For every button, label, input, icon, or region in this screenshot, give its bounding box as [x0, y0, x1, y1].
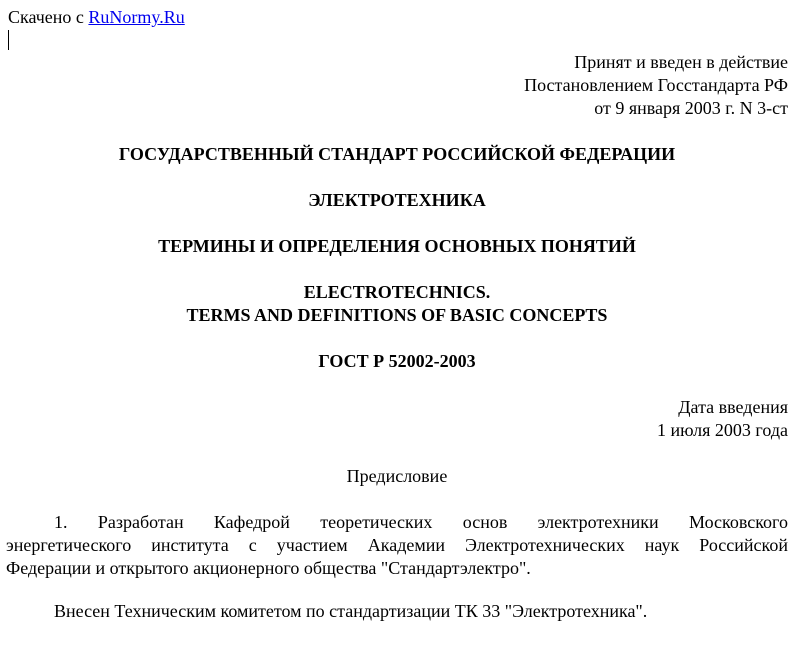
- subtitle-ru: ТЕРМИНЫ И ОПРЕДЕЛЕНИЯ ОСНОВНЫХ ПОНЯТИЙ: [158, 236, 636, 256]
- adoption-line-1: Принят и введен в действие: [574, 52, 788, 72]
- intro-date-label: Дата введения: [678, 397, 788, 417]
- title-ru: ЭЛЕКТРОТЕХНИКА: [308, 190, 486, 210]
- intro-date-value: 1 июля 2003 года: [657, 420, 788, 440]
- foreword-para1-line3: Федерации и открытого акционерного общества "Стандартэлектро".: [6, 558, 531, 578]
- runormy-link[interactable]: RuNormy.Ru: [88, 7, 185, 27]
- gost-number: ГОСТ Р 52002-2003: [318, 351, 476, 371]
- download-line: [8, 6, 185, 28]
- adoption-line-3: от 9 января 2003 г. N 3-ст: [594, 98, 788, 118]
- foreword-para2: Внесен Техническим комитетом по стандартизации ТК 33 "Электротехника".: [54, 601, 648, 621]
- download-prefix: Скачено с: [8, 7, 84, 27]
- subtitle-en: TERMS AND DEFINITIONS OF BASIC CONCEPTS: [186, 305, 608, 325]
- text-cursor: [8, 30, 9, 50]
- state-standard-heading: ГОСУДАРСТВЕННЫЙ СТАНДАРТ РОССИЙСКОЙ ФЕДЕРАЦИИ: [118, 144, 676, 164]
- foreword-para1-line1: 1. Разработан Кафедрой теоретических основ электротехники Московского: [54, 512, 788, 532]
- foreword-heading: Предисловие: [346, 466, 448, 486]
- foreword-para1-line2: энергетического института с участием Академии Электротехнических наук Российской: [6, 535, 788, 555]
- adoption-line-2: Постановлением Госстандарта РФ: [524, 75, 788, 95]
- title-en: ELECTROTECHNICS.: [303, 282, 491, 302]
